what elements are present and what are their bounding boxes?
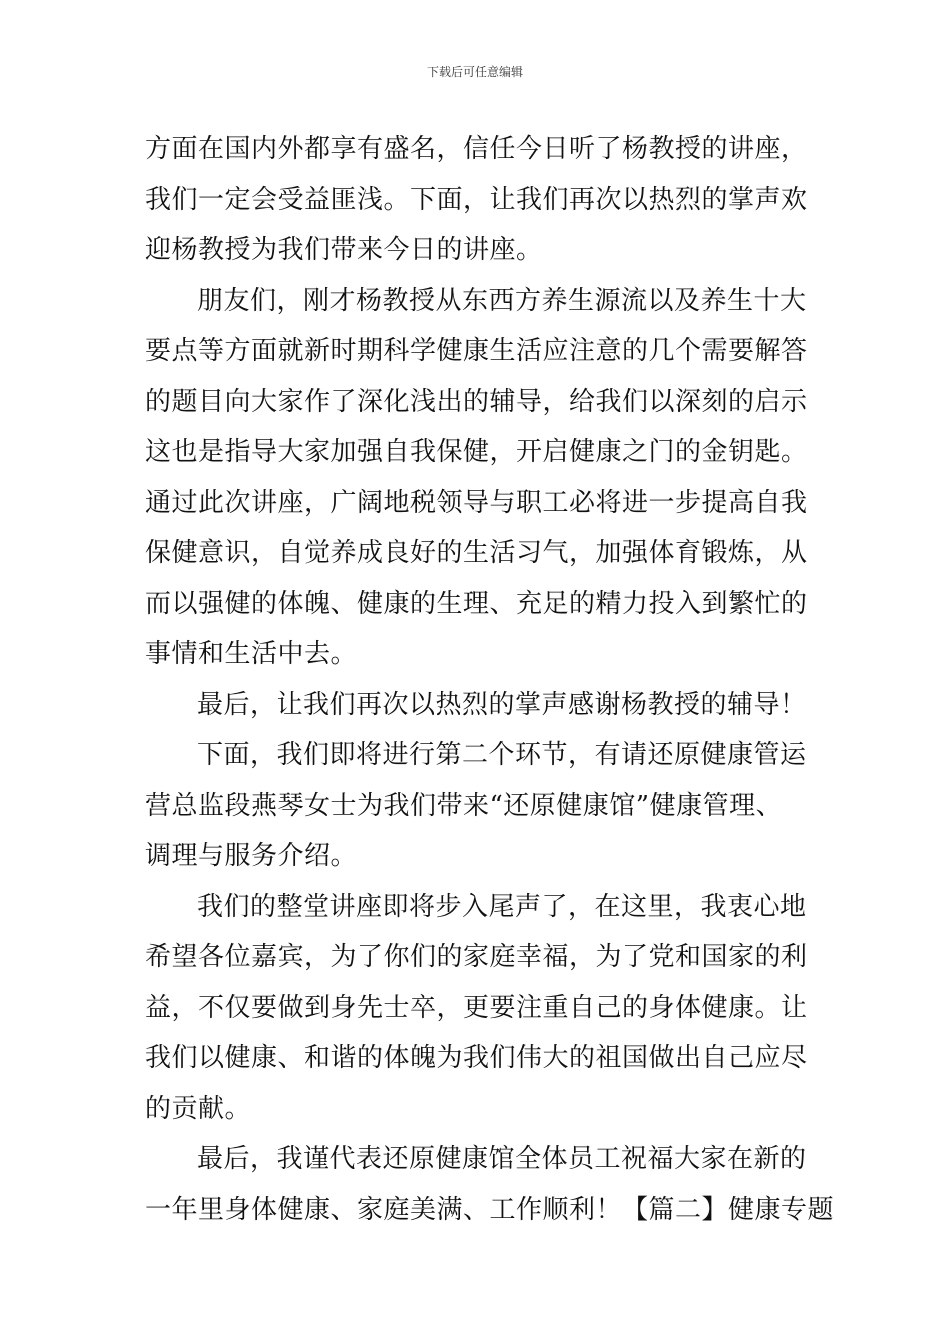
text-line: 最后，让我们再次以热烈的掌声感谢杨教授的辅导！ (197, 689, 807, 720)
text-line: 我们以健康、和谐的体魄为我们伟大的祖国做出自己应尽 (145, 1043, 808, 1073)
text-line: 我们一定会受益匪浅。下面，让我们再次以热烈的掌声欢 (145, 184, 808, 215)
document-body (145, 124, 835, 1235)
text-line: 要点等方面就新时期科学健康生活应注意的几个需要解答 (145, 336, 808, 366)
text-line: 的题目向大家作了深化浅出的辅导，给我们以深刻的启示 (145, 386, 808, 417)
page-header: 下载后可任意编辑 (426, 65, 523, 79)
text-line: 通过此次讲座，广阔地税领导与职工必将进一步提高自我 (145, 487, 808, 518)
text-line: 事情和生活中去。 (145, 639, 358, 669)
text-line: 益，不仅要做到身先士卒，更要注重自己的身体健康。让 (145, 992, 808, 1023)
text-line: 一年里身体健康、家庭美满、工作顺利！【篇二】健康专题 (145, 1194, 835, 1225)
text-line: 希望各位嘉宾，为了你们的家庭幸福，为了党和国家的利 (145, 942, 808, 972)
text-line: 我们的整堂讲座即将步入尾声了，在这里，我衷心地 (197, 891, 807, 922)
text-line: 调理与服务介绍。 (145, 841, 358, 871)
text-line: 迎杨教授为我们带来今日的讲座。 (145, 235, 543, 265)
text-line: 这也是指导大家加强自我保健，开启健康之门的金钥匙。 (145, 437, 808, 467)
text-line: 营总监段燕琴女士为我们带来“还原健康馆”健康管理、 (145, 790, 783, 821)
text-line: 最后，我谨代表还原健康馆全体员工祝福大家在新的 (197, 1144, 807, 1174)
text-line: 朋友们，刚才杨教授从东西方养生源流以及养生十大 (197, 285, 807, 316)
text-line: 保健意识，自觉养成良好的生活习气，加强体育锻炼，从 (145, 538, 808, 568)
text-line: 方面在国内外都享有盛名，信任今日听了杨教授的讲座， (145, 134, 808, 164)
text-line: 的贡献。 (145, 1093, 252, 1124)
text-line: 而以强健的体魄、健康的生理、充足的精力投入到繁忙的 (145, 588, 808, 619)
text-line: 下面，我们即将进行第二个环节，有请还原健康管运 (197, 740, 807, 770)
